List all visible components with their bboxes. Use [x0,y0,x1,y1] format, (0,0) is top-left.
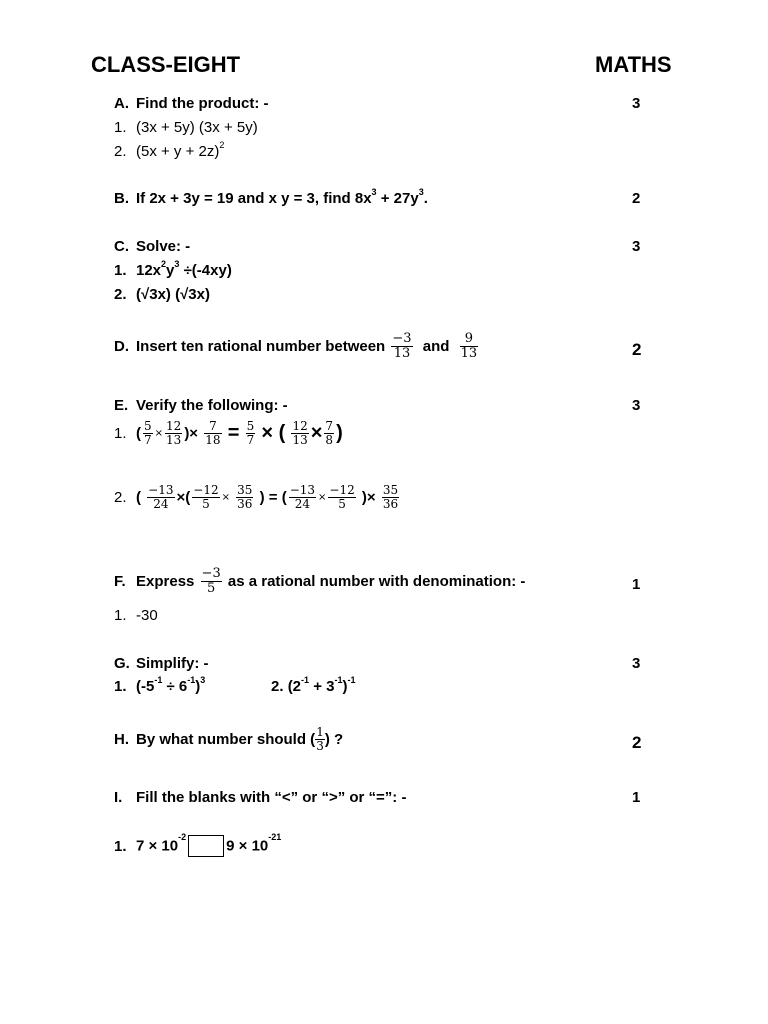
section-c-question-1: 1. $12x^2y^3 \div(-4xy)$ [114,259,232,279]
section-i-question-1: 1. $7 \times 10^{-2}9 \times 10^{-21}$ [114,835,281,857]
section-f-marks: 1 [632,576,641,593]
section-i-heading: I. Fill the blanks with “<” or “>” or “=”: - [114,789,407,806]
answer-blank-box[interactable] [188,835,224,857]
section-c-question-2: 2. (√3x) (√3x) [114,286,210,303]
section-a-title: Find the product: - [136,95,269,112]
fraction: $\frac{-3}{13}$ [392,331,412,361]
section-d-marks: 2 [632,340,642,359]
section-g-marks: 3 [632,655,641,672]
section-i-marks: 1 [632,789,641,806]
section-b-question: B. If 2x + 3y = 19 and x y = 3, find $8x^3 + 27y^3$. [114,187,428,207]
section-e-heading: E. Verify the following: - [114,397,288,414]
section-a-question-1: 1. (3x + 5y) (3x + 5y) [114,119,258,136]
section-f-question-1: 1. -30 [114,607,158,624]
section-f-question: F. Express $\frac{-3}{5}$ as a rational number with denomination: - [114,566,526,596]
section-a-heading [114,95,268,112]
class-title: CLASS-EIGHT [91,52,241,77]
section-a-question-2: 2. $(5x + y + 2z)^2$ [114,140,225,160]
section-b-marks: 2 [632,190,641,207]
section-g-question-1: 1. $(-5^{-1} \div 6^{-1})^3$ [114,675,206,695]
section-e-question-2: 2. ( $\frac{-13}{24}$ ×( $\frac{-12}{5}$ × $\frac{35}{36}$ ) = ( $\frac{-13}{24}$ × $\frac{-12}{5}$ )× $\frac{35}{36}$ [114,483,399,511]
section-e-marks: 3 [632,397,641,414]
section-h-marks: 2 [632,733,642,752]
subject-title: MATHS [595,52,672,77]
section-e-question-1: 1. ( $\frac{5}{7}$ × $\frac{12}{13}$ )× $\frac{7}{18}$ = $\frac{5}{7}$ × ( $\frac{12}{13}$ × $\frac{7}{8}$ ) [114,419,343,447]
section-h-question: H. By what number should ( $\frac{1}{3}$ ) ? [114,725,344,753]
section-c-marks: 3 [632,238,641,255]
section-g-heading: G. Simplify: - [114,655,209,672]
section-d-question: D. Insert ten rational number between $\frac{-3}{13}$ and $\frac{9}{13}$ [114,331,478,361]
section-c-heading: C. Solve: - [114,238,191,255]
fraction: $\frac{9}{13}$ [460,331,478,361]
section-g-question-2: 2. $(2^{-1} + 3^{-1})^{-1}$ [271,675,356,695]
section-label: A. [114,95,129,112]
section-a-marks: 3 [632,95,641,112]
